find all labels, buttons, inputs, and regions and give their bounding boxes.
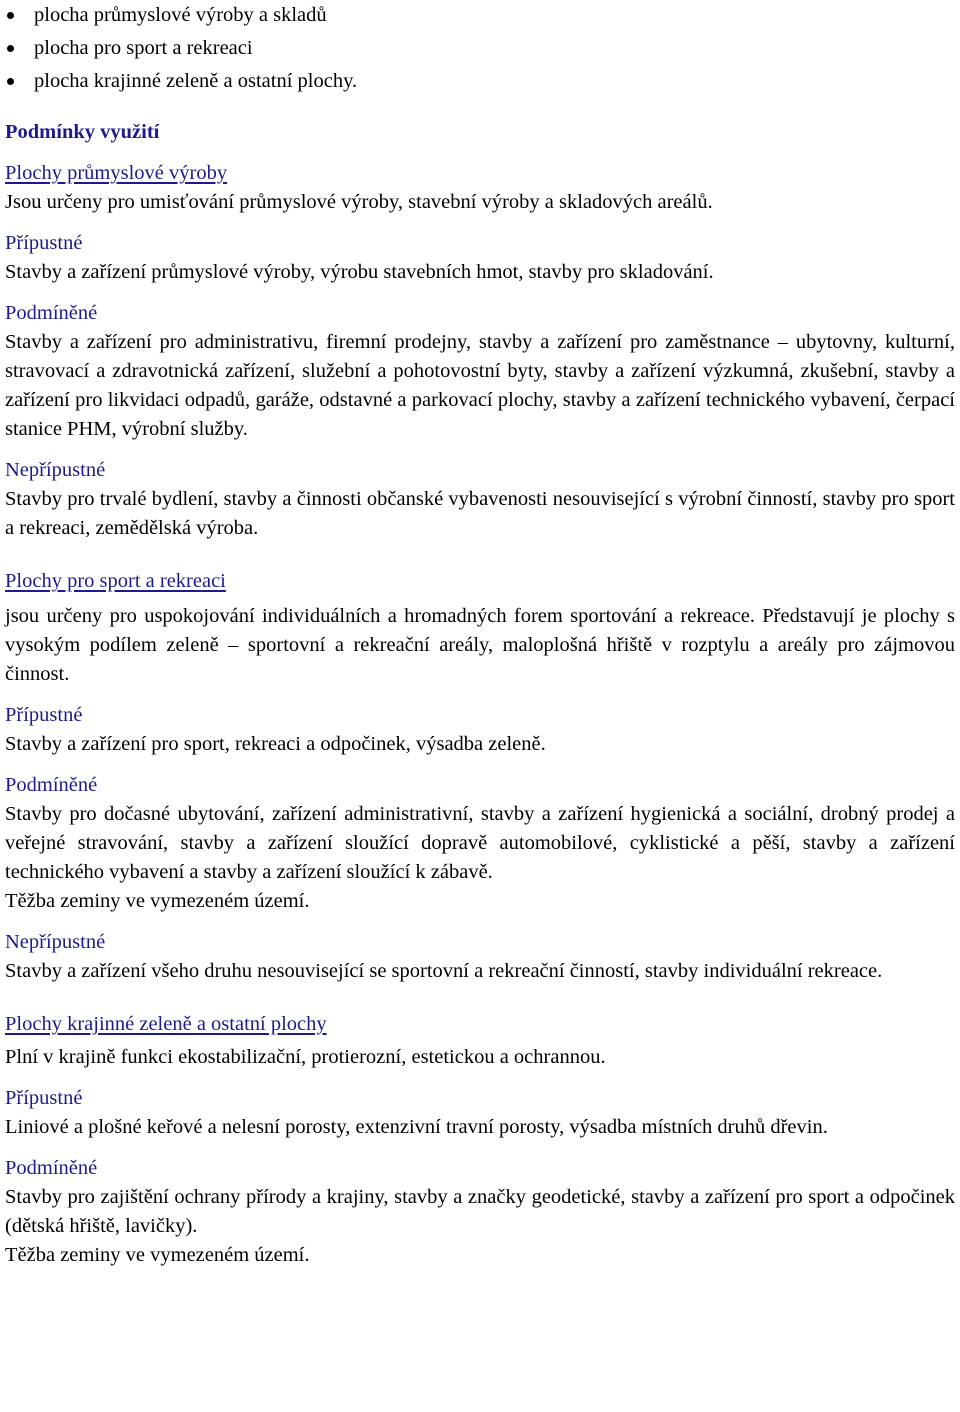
list-item: plocha pro sport a rekreaci (5, 32, 955, 65)
landscape-conditional-label: Podmíněné (5, 1157, 98, 1179)
sport-section-title: Plochy pro sport a rekreaci (5, 570, 226, 592)
sport-prohibited-label: Nepřípustné (5, 931, 106, 953)
industry-permitted-label: Přípustné (5, 232, 83, 254)
industry-prohibited-label: Nepřípustné (5, 459, 106, 481)
landscape-permitted-text: Liniové a plošné keřové a nelesní porosty, extenzivní travní porosty, výsadba místních druhů dřevin. (5, 1116, 828, 1138)
land-use-list (5, 0, 955, 98)
landscape-conditional-extra: Těžba zeminy ve vymezeném území. (5, 1244, 310, 1266)
sport-conditional-label: Podmíněné (5, 774, 98, 796)
bullet-icon (7, 12, 14, 19)
industry-conditional-label: Podmíněné (5, 302, 98, 324)
bullet-icon (7, 78, 14, 85)
sport-conditional-text: Stavby pro dočasné ubytování, zařízení administrativní, stavby a zařízení hygienická a sociální, drobný prodej a veřejné stravování, stavby a zařízení sloužící dopravě automobilové, cyklistické a pěší, stavby a zařízení technického vybavení a stavby a zařízení sloužící k zábavě. (5, 803, 955, 883)
landscape-conditional-text: Stavby pro zajištění ochrany přírody a krajiny, stavby a značky geodetické, stavby a zařízení pro sport a odpočinek (dětská hřiště, lavičky). (5, 1186, 955, 1237)
bullet-icon (7, 45, 14, 52)
industry-conditional-text: Stavby a zařízení pro administrativu, firemní prodejny, stavby a zařízení pro zaměstnance – ubytovny, kulturní, stravovací a zdravotnická zařízení, služební a pohotovostní byty, stavby a zařízení výzkumná, zkušební, stavby a zařízení pro likvidaci odpadů, garáže, odstavné a parkovací plochy, stavby a zařízení technického vybavení, čerpací stanice PHM, výrobní služby. (5, 331, 955, 440)
industry-prohibited-text: Stavby pro trvalé bydlení, stavby a činnosti občanské vybavenosti nesouvisející s výrobní činností, stavby pro sport a rekreaci, zemědělská výroba. (5, 488, 955, 539)
industry-permitted-text: Stavby a zařízení průmyslové výroby, výrobu stavebních hmot, stavby pro skladování. (5, 261, 714, 283)
sport-intro: jsou určeny pro uspokojování individuálních a hromadných forem sportování a rekreace. Představují je plochy s vysokým podílem zeleně – sportovní a rekreační areály, maloplošná hřiště v rozptylu a areály pro zájmovou činnost. (5, 605, 955, 685)
sport-permitted-text: Stavby a zařízení pro sport, rekreaci a odpočinek, výsadba zeleně. (5, 733, 546, 755)
industry-section-title: Plochy průmyslové výroby (5, 162, 228, 184)
list-item: plocha krajinné zeleně a ostatní plochy. (5, 65, 955, 98)
sport-prohibited-text: Stavby a zařízení všeho druhu nesouvisející se sportovní a rekreační činností, stavby individuální rekreace. (5, 960, 883, 982)
landscape-intro: Plní v krajině funkci ekostabilizační, protierozní, estetickou a ochrannou. (5, 1046, 606, 1068)
list-item: plocha průmyslové výroby a skladů (5, 0, 955, 32)
industry-intro: Jsou určeny pro umisťování průmyslové výroby, stavební výroby a skladových areálů. (5, 191, 713, 213)
sport-permitted-label: Přípustné (5, 704, 83, 726)
landscape-permitted-label: Přípustné (5, 1087, 83, 1109)
conditions-heading: Podmínky využití (5, 121, 160, 143)
sport-conditional-extra: Těžba zeminy ve vymezeném území. (5, 890, 310, 912)
landscape-section-title: Plochy krajinné zeleně a ostatní plochy (5, 1013, 327, 1035)
